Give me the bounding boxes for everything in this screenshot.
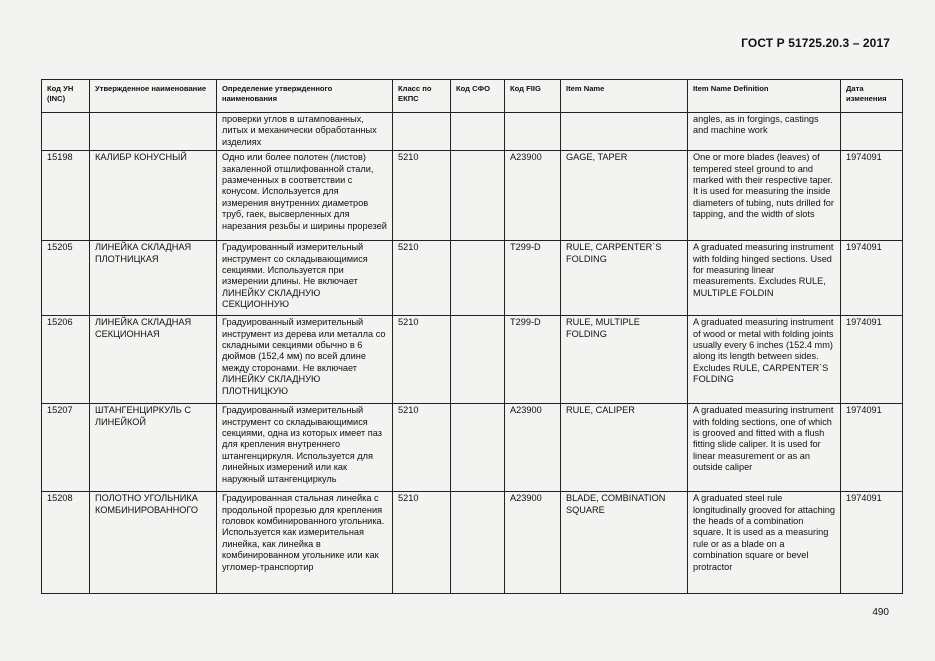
item-name-table <box>41 79 903 594</box>
column-header: Item Name <box>561 80 688 113</box>
inc-cell: 15208 <box>42 492 90 594</box>
sfo-cell <box>451 316 505 404</box>
item-definition-cell: A graduated measuring instrument of wood or metal with folding joints usually every 6 inches (152.4 mm) along its length between sides. Excludes RULE, CARPENTER`S FOLDING <box>688 316 841 404</box>
column-header: Item Name Definition <box>688 80 841 113</box>
column-header: Определение утвержденного наименования <box>217 80 393 113</box>
class-cell: 5210 <box>393 316 451 404</box>
column-header: Код FIIG <box>505 80 561 113</box>
item-definition-cell: A graduated measuring instrument with folding hinged sections. Used for measuring linear measurements. Excludes RULE, MULTIPLE FOLDIN <box>688 241 841 316</box>
name-cell <box>90 113 217 151</box>
table-row <box>42 316 903 404</box>
name-cell: ШТАНГЕНЦИРКУЛЬ С ЛИНЕЙКОЙ <box>90 404 217 492</box>
date-cell: 1974091 <box>841 404 903 492</box>
name-cell: КАЛИБР КОНУСНЫЙ <box>90 151 217 241</box>
definition-cell: Градуированный измерительный инструмент со складывающимися секциями, одна из которых имеет паз для крепления внутреннего штангенциркуля. Используется для линейных измерений или как наружный штангенциркуль <box>217 404 393 492</box>
sfo-cell <box>451 492 505 594</box>
sfo-cell <box>451 404 505 492</box>
definition-cell: Градуированный измерительный инструмент из дерева или металла со складными секциями обычно в 6 дюймов (152,4 мм) по всей длине между сторонами. Не включает ЛИНЕЙКУ СКЛАДНУЮ ПЛОТНИЦКУЮ <box>217 316 393 404</box>
fiig-cell: A23900 <box>505 404 561 492</box>
definition-cell: Одно или более полотен (листов) закаленной отшлифованной стали, размеченных в соответствии с конусом. Используется для измерения внутренних диаметров труб, гаек, высверленных для нарезания резьбы и ширины прорезей <box>217 151 393 241</box>
class-cell <box>393 113 451 151</box>
class-cell: 5210 <box>393 151 451 241</box>
class-cell: 5210 <box>393 241 451 316</box>
item-definition-cell: One or more blades (leaves) of tempered steel ground to and marked with their respective taper. It is used for measuring the inside diameters of tubing, nuts drilled for tapping, and the width of slots <box>688 151 841 241</box>
date-cell: 1974091 <box>841 241 903 316</box>
sfo-cell <box>451 241 505 316</box>
date-cell: 1974091 <box>841 492 903 594</box>
table-body <box>42 113 903 594</box>
date-cell: 1974091 <box>841 151 903 241</box>
table-row <box>42 113 903 151</box>
sfo-cell <box>451 151 505 241</box>
item-name-cell: RULE, MULTIPLE FOLDING <box>561 316 688 404</box>
item-definition-cell: A graduated steel rule longitudinally grooved for attaching the heads of a combination square. It is used as a measuring rule or as a blade on a combination square or bevel protractor <box>688 492 841 594</box>
name-cell: ЛИНЕЙКА СКЛАДНАЯ ПЛОТНИЦКАЯ <box>90 241 217 316</box>
column-header: Утвержденное наименование <box>90 80 217 113</box>
class-cell: 5210 <box>393 404 451 492</box>
item-definition-cell: A graduated measuring instrument with folding sections, one of which is grooved and fitted with a flush fitting slide caliper. It is used for linear measurement or as an outside caliper <box>688 404 841 492</box>
inc-cell: 15206 <box>42 316 90 404</box>
sfo-cell <box>451 113 505 151</box>
column-header: Код УН (INC) <box>42 80 90 113</box>
inc-cell: 15207 <box>42 404 90 492</box>
document-id: ГОСТ Р 51725.20.3 – 2017 <box>741 36 890 50</box>
column-header: Код СФО <box>451 80 505 113</box>
page-number: 490 <box>872 607 889 618</box>
item-name-cell: RULE, CARPENTER`S FOLDING <box>561 241 688 316</box>
name-cell: ЛИНЕЙКА СКЛАДНАЯ СЕКЦИОННАЯ <box>90 316 217 404</box>
item-name-cell: GAGE, TAPER <box>561 151 688 241</box>
table-row <box>42 151 903 241</box>
item-name-cell <box>561 113 688 151</box>
inc-cell <box>42 113 90 151</box>
definition-cell: проверки углов в штампованных, литых и механически обработанных изделиях <box>217 113 393 151</box>
fiig-cell: T299-D <box>505 241 561 316</box>
column-header: Класс по ЕКПС <box>393 80 451 113</box>
inc-cell: 15198 <box>42 151 90 241</box>
fiig-cell: A23900 <box>505 151 561 241</box>
class-cell: 5210 <box>393 492 451 594</box>
inc-cell: 15205 <box>42 241 90 316</box>
definition-cell: Градуированный измерительный инструмент со складывающимися секциями. Используется при измерении длины. Не включает ЛИНЕЙКУ СКЛАДНУЮ СЕКЦИОННУЮ <box>217 241 393 316</box>
fiig-cell: A23900 <box>505 492 561 594</box>
column-header: Дата изменения <box>841 80 903 113</box>
item-name-cell: BLADE, COMBINATION SQUARE <box>561 492 688 594</box>
item-definition-cell: angles, as in forgings, castings and machine work <box>688 113 841 151</box>
table-row <box>42 492 903 594</box>
date-cell <box>841 113 903 151</box>
table-row <box>42 404 903 492</box>
definition-cell: Градуированная стальная линейка с продольной прорезью для крепления головок комбинированного угольника. Используется как измерительная линейка, как линейка в комбинированном угольнике или как угломер-транспортир <box>217 492 393 594</box>
table-header-row <box>42 80 903 113</box>
fiig-cell <box>505 113 561 151</box>
date-cell: 1974091 <box>841 316 903 404</box>
fiig-cell: T299-D <box>505 316 561 404</box>
table-row <box>42 241 903 316</box>
item-name-cell: RULE, CALIPER <box>561 404 688 492</box>
name-cell: ПОЛОТНО УГОЛЬНИКА КОМБИНИРОВАННОГО <box>90 492 217 594</box>
